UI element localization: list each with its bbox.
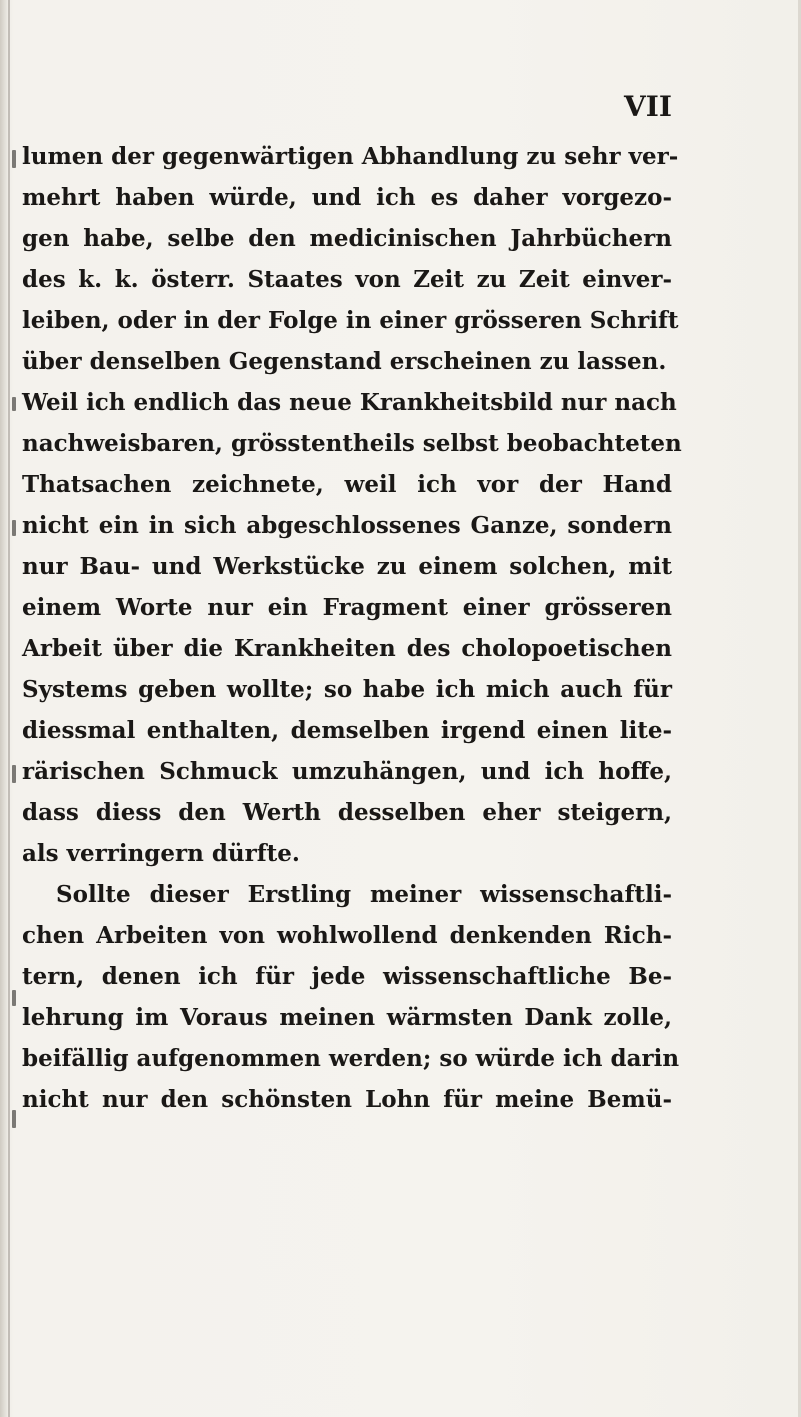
text-line: Weil ich endlich das neue Krankheitsbild nur nach [22, 389, 677, 416]
text-line: dass diess den Werth desselben eher steigern, [22, 799, 672, 826]
text-line: lumen der gegenwärtigen Abhandlung zu sehr ver- [22, 143, 679, 170]
text-line: lehrung im Voraus meinen wärmsten Dank zolle, [22, 1004, 672, 1031]
scan-edge-mark [12, 150, 16, 168]
scan-edge-mark [12, 990, 16, 1006]
text-line: nicht nur den schönsten Lohn für meine Bemü- [22, 1086, 672, 1113]
scan-edge-mark [12, 520, 16, 536]
text-line: mehrt haben würde, und ich es daher vorgezo- [22, 184, 672, 211]
text-line: rärischen Schmuck umzuhängen, und ich hoffe, [22, 758, 672, 785]
text-line: über denselben Gegenstand erscheinen zu lassen. [22, 348, 667, 375]
scan-edge-mark [12, 1110, 16, 1128]
text-line: gen habe, selbe den medicinischen Jahrbüchern [22, 225, 672, 252]
text-line: tern, denen ich für jede wissenschaftliche Be- [22, 963, 672, 990]
text-line: Sollte dieser Erstling meiner wissenschaftli- [56, 881, 672, 908]
text-line: chen Arbeiten von wohlwollend denkenden Rich- [22, 922, 672, 949]
page-number: VII [624, 90, 672, 123]
text-line: einem Worte nur ein Fragment einer grösseren [22, 594, 672, 621]
text-line: Thatsachen zeichnete, weil ich vor der Hand [22, 471, 672, 498]
text-line: leiben, oder in der Folge in einer grösseren Schrift [22, 307, 679, 334]
scan-edge-mark [12, 765, 16, 783]
gutter-shadow-line [8, 0, 10, 1417]
text-line: beifällig aufgenommen werden; so würde ich darin [22, 1045, 680, 1072]
text-line: diessmal enthalten, demselben irgend einen lite- [22, 717, 672, 744]
text-line: nur Bau- und Werkstücke zu einem solchen, mit [22, 553, 672, 580]
body-text [22, 136, 682, 1120]
text-line: nachweisbaren, grösstentheils selbst beobachteten [22, 430, 682, 457]
text-line: Arbeit über die Krankheiten des cholopoetischen [22, 635, 672, 662]
scan-edge-mark [12, 397, 16, 411]
text-line: des k. k. österr. Staates von Zeit zu Zeit einver- [22, 266, 672, 293]
page-gutter [0, 0, 8, 1417]
text-line: als verringern dürfte. [22, 840, 300, 867]
text-line: nicht ein in sich abgeschlossenes Ganze, sondern [22, 512, 672, 539]
text-line: Systems geben wollte; so habe ich mich auch für [22, 676, 672, 703]
